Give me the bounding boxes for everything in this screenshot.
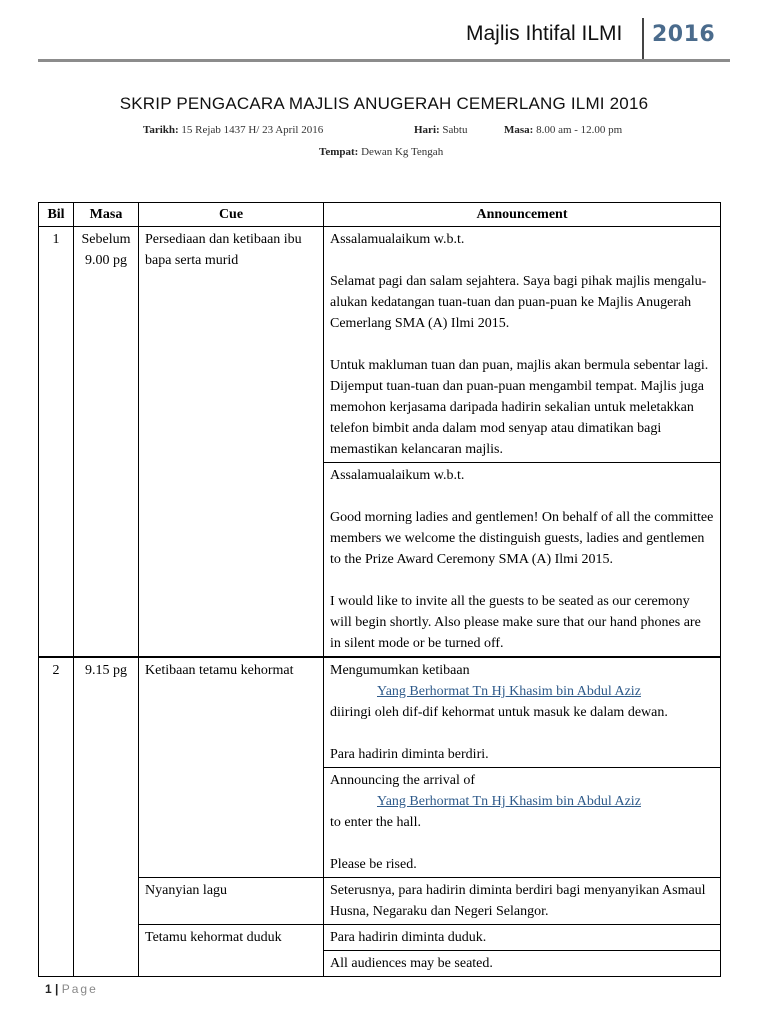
meta-hari bbox=[414, 124, 467, 136]
row1-masa-line2: 9.00 pg bbox=[85, 253, 127, 268]
table-header-row bbox=[39, 203, 721, 227]
row2-cue-duduk: Tetamu kehormat duduk bbox=[139, 925, 324, 977]
ann-paragraph: Assalamualaikum w.b.t. bbox=[330, 232, 465, 247]
hari-label: Hari: bbox=[414, 124, 440, 136]
tarikh-value: 15 Rejab 1437 H/ 23 April 2016 bbox=[181, 124, 324, 136]
ann-paragraph: Good morning ladies and gentlemen! On behalf of all the committee members we welcome the distinguish guests, ladies and gentlemen to the Prize Award Ceremony SMA (A) Ilmi 2015. bbox=[330, 510, 714, 567]
meta-masa bbox=[504, 124, 622, 136]
header-cue: Cue bbox=[139, 203, 324, 227]
row2-announcement-seated-english: All audiences may be seated. bbox=[324, 951, 721, 977]
tempat-label: Tempat: bbox=[319, 146, 359, 158]
row2-announcement-english bbox=[324, 768, 721, 878]
row2-bil: 2 bbox=[39, 657, 74, 977]
row2-announcement-malay bbox=[324, 657, 721, 768]
ann-paragraph: Untuk makluman tuan dan puan, majlis akan bermula sebentar lagi. Dijemput tuan-tuan dan puan-puan mengambil tempat. Majlis juga memohon kerjasama daripada hadirin sekalian untuk meletakkan telefon bimbit anda dalam mod senyap atau dimatikan bagi memastikan kelancaran majlis. bbox=[330, 358, 709, 457]
document-title: SKRIP PENGACARA MAJLIS ANUGERAH CEMERLANG ILMI 2016 bbox=[119, 94, 649, 113]
row1-cue: Persediaan dan ketibaan ibu bapa serta murid bbox=[139, 227, 324, 658]
row2-cue-ketibaan: Ketibaan tetamu kehormat bbox=[139, 657, 324, 878]
row1-masa bbox=[74, 227, 139, 658]
row1-announcement-english bbox=[324, 463, 721, 658]
page-label: Page bbox=[61, 982, 98, 996]
page-footer bbox=[45, 982, 98, 996]
tempat-value: Dewan Kg Tengah bbox=[361, 146, 444, 158]
header-bil: Bil bbox=[39, 203, 74, 227]
row2-announcement-song: Seterusnya, para hadirin diminta berdiri bagi menyanyikan Asmaul Husna, Negaraku dan Negeri Selangor. bbox=[324, 878, 721, 925]
footer-separator: | bbox=[55, 982, 59, 996]
row2-cue-nyanyian: Nyanyian lagu bbox=[139, 878, 324, 925]
tarikh-label: Tarikh: bbox=[143, 124, 179, 136]
ann-line: diiringi oleh dif-dif kehormat untuk masuk ke dalam dewan. bbox=[330, 705, 668, 720]
vip-name-link: Yang Berhormat Tn Hj Khasim bin Abdul Aziz bbox=[377, 794, 641, 809]
meta-tarikh bbox=[143, 124, 323, 136]
table-row bbox=[39, 657, 721, 768]
row2-announcement-seated-malay: Para hadirin diminta duduk. bbox=[324, 925, 721, 951]
meta-tempat bbox=[319, 146, 443, 158]
masa-label: Masa: bbox=[504, 124, 534, 136]
header-announcement: Announcement bbox=[324, 203, 721, 227]
ann-line: Announcing the arrival of bbox=[330, 773, 476, 788]
row1-announcement-malay bbox=[324, 227, 721, 463]
header-divider bbox=[642, 18, 644, 60]
table-row bbox=[39, 925, 721, 951]
hari-value: Sabtu bbox=[442, 124, 468, 136]
ann-paragraph: Assalamualaikum w.b.t. bbox=[330, 468, 465, 483]
ann-line: Mengumumkan ketibaan bbox=[330, 663, 470, 678]
header-title: Majlis Ihtifal ILMI bbox=[466, 22, 623, 45]
masa-value: 8.00 am - 12.00 pm bbox=[536, 124, 623, 136]
header-rule bbox=[38, 59, 730, 62]
ann-line: Please be rised. bbox=[330, 857, 417, 872]
row1-masa-line1: Sebelum bbox=[81, 232, 131, 247]
table-row bbox=[39, 227, 721, 463]
header-masa: Masa bbox=[74, 203, 139, 227]
row1-bil: 1 bbox=[39, 227, 74, 658]
ann-line: Para hadirin diminta berdiri. bbox=[330, 747, 489, 762]
ann-line: to enter the hall. bbox=[330, 815, 421, 830]
ann-paragraph: I would like to invite all the guests to be seated as our ceremony will begin shortly. Also please make sure that our hand phones are in silent mode or be turned off. bbox=[330, 594, 701, 651]
header-year: 2016 bbox=[652, 22, 716, 47]
script-table bbox=[38, 202, 721, 977]
vip-name-link: Yang Berhormat Tn Hj Khasim bin Abdul Aziz bbox=[377, 684, 641, 699]
table-row bbox=[39, 878, 721, 925]
page-number: 1 bbox=[45, 982, 52, 996]
row2-masa: 9.15 pg bbox=[74, 657, 139, 977]
ann-paragraph: Selamat pagi dan salam sejahtera. Saya bagi pihak majlis mengalu-alukan kedatangan tuan-tuan dan puan-puan ke Majlis Anugerah Cemerlang SMA (A) Ilmi 2015. bbox=[330, 274, 707, 331]
